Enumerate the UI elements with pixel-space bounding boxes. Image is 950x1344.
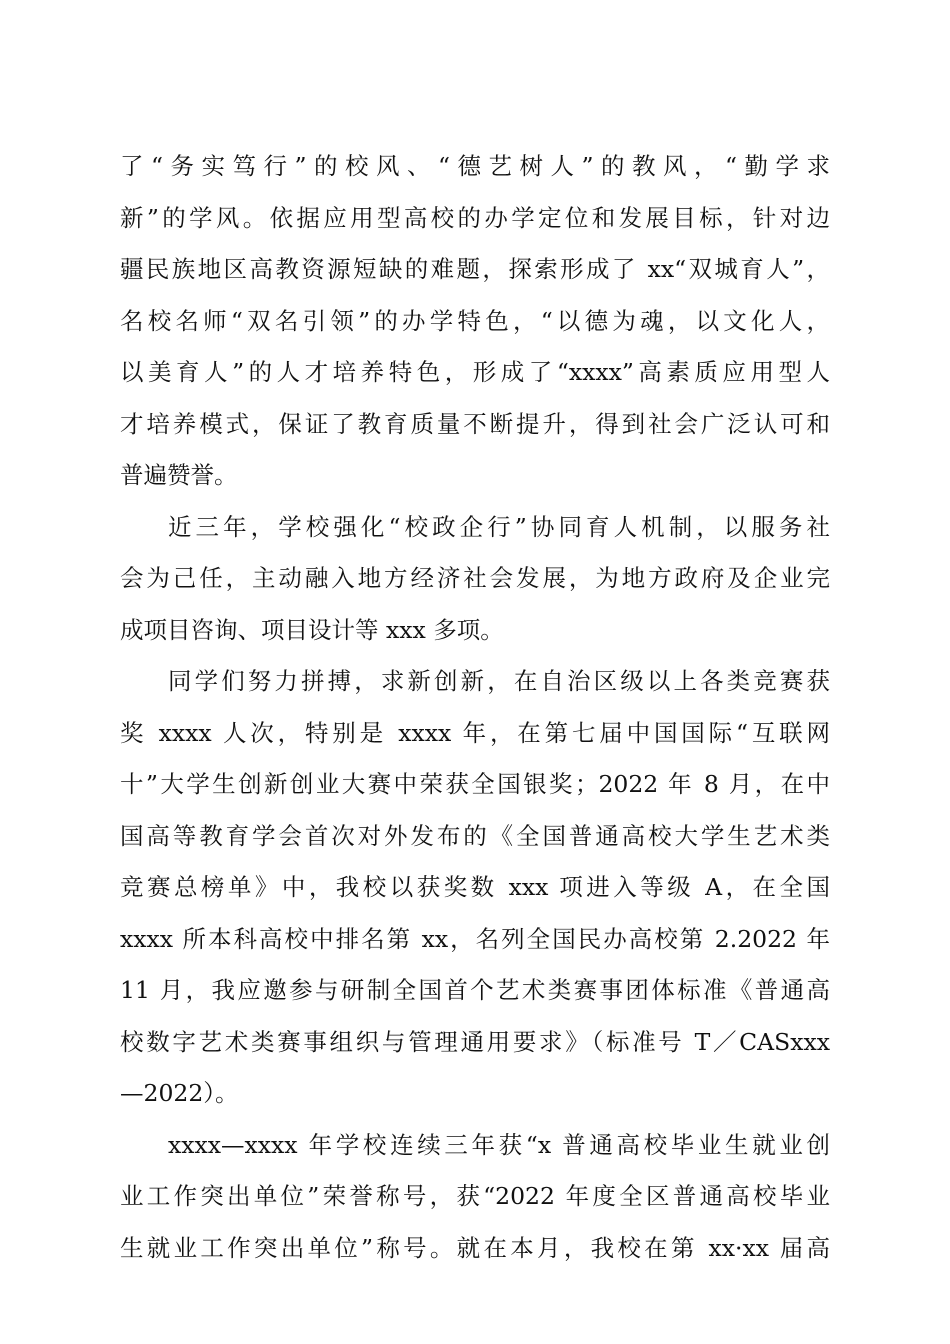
text-line: 了“务实笃行”的校风、“德艺树人”的教风，“勤学求 [120,152,830,180]
text-line: 才培养模式，保证了教育质量不断提升，得到社会广泛认可和 [120,409,830,438]
text-line: 校数字艺术类赛事组织与管理通用要求》（标准号 T／CASxxx [120,1027,830,1056]
text-line: —2022）。 [120,1079,239,1107]
text-line: 以美育人”的人才培养特色，形成了“xxxx”高素质应用型人 [120,358,830,386]
text-line: 奖 xxxx 人次，特别是 xxxx 年，在第七届中国国际“互联网 [120,718,830,747]
text-line: 11 月，我应邀参与研制全国首个艺术类赛事团体标准《普通高 [120,976,830,1004]
text-line: 普遍赞誉。 [120,461,238,489]
text-line: 名校名师“双名引领”的办学特色，“以德为魂，以文化人， [120,306,830,335]
paragraph-first-line: xxxx—xxxx 年学校连续三年获“x 普通高校毕业生就业创 [168,1130,830,1159]
paragraph-first-line: 同学们努力拼搏，求新创新，在自治区级以上各类竞赛获 [168,667,830,695]
text-line: 新”的学风。依据应用型高校的办学定位和发展目标，针对边 [120,203,830,232]
text-line: 业工作突出单位”荣誉称号，获“2022 年度全区普通高校毕业 [120,1182,830,1210]
text-line: xxxx 所本科高校中排名第 xx，名列全国民办高校第 2.2022 年 [120,924,830,953]
paragraph-first-line: 近三年，学校强化“校政企行”协同育人机制，以服务社 [168,512,830,541]
text-line: 十”大学生创新创业大赛中荣获全国银奖；2022 年 8 月，在中 [120,770,830,798]
text-line: 成项目咨询、项目设计等 xxx 多项。 [120,615,504,644]
body-text [120,141,830,1274]
text-line: 疆民族地区高教资源短缺的难题，探索形成了 xx“双城育人”， [120,255,830,283]
text-line: 国高等教育学会首次对外发布的《全国普通高校大学生艺术类 [120,821,830,850]
text-line: 竞赛总榜单》中，我校以获奖数 xxx 项进入等级 A，在全国 [120,873,830,901]
text-line: 会为己任，主动融入地方经济社会发展，为地方政府及企业完 [120,564,830,592]
text-line: 生就业工作突出单位”称号。就在本月，我校在第 xx·xx 届高 [120,1233,830,1262]
